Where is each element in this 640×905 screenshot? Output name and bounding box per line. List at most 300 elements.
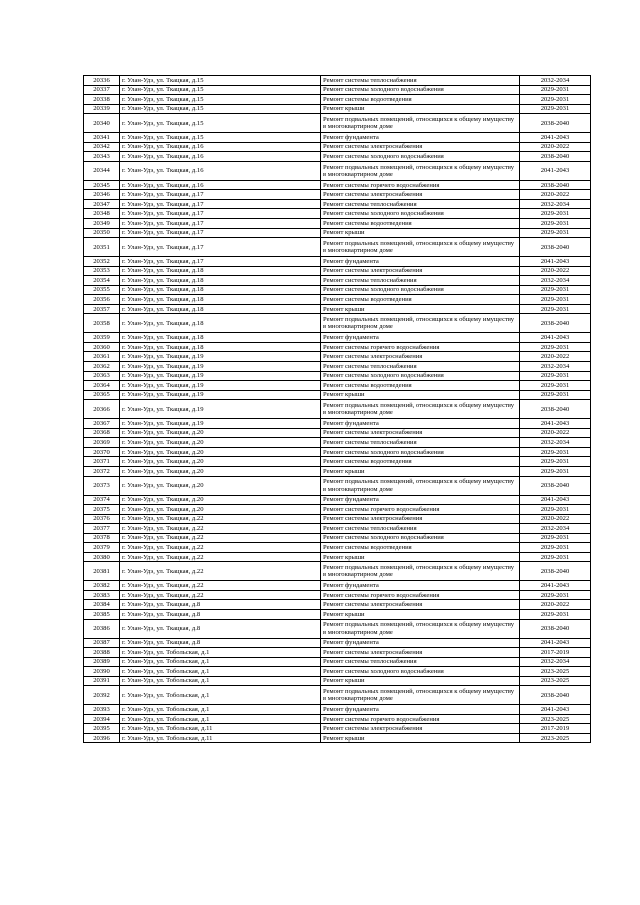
table-row	[84, 600, 591, 610]
address-cell: г. Улан-Удэ, ул. Ткацкая, д.17	[120, 228, 321, 238]
period-cell: 2041-2043	[520, 419, 591, 429]
work-type-cell: Ремонт системы холодного водоснабжения	[321, 285, 520, 295]
period-cell: 2032-2034	[520, 362, 591, 372]
repair-schedule-body	[84, 76, 591, 743]
row-number-cell: 20360	[84, 342, 120, 352]
address-cell: г. Улан-Удэ, ул. Ткацкая, д.8	[120, 638, 321, 648]
work-type-cell: Ремонт системы холодного водоснабжения	[321, 667, 520, 677]
address-cell: г. Улан-Удэ, ул. Тобольская, д.1	[120, 686, 321, 705]
work-type-cell: Ремонт системы электроснабжения	[321, 190, 520, 200]
table-row	[84, 648, 591, 658]
row-number-cell: 20396	[84, 733, 120, 743]
period-cell: 2020-2022	[520, 266, 591, 276]
work-type-cell: Ремонт фундамента	[321, 333, 520, 343]
row-number-cell: 20352	[84, 257, 120, 267]
work-type-cell: Ремонт крыши	[321, 390, 520, 400]
period-cell: 2038-2040	[520, 180, 591, 190]
address-cell: г. Улан-Удэ, ул. Ткацкая, д.17	[120, 257, 321, 267]
table-row	[84, 362, 591, 372]
work-type-cell: Ремонт крыши	[321, 104, 520, 114]
row-number-cell: 20375	[84, 505, 120, 515]
table-row	[84, 352, 591, 362]
row-number-cell: 20388	[84, 648, 120, 658]
row-number-cell: 20391	[84, 676, 120, 686]
row-number-cell: 20337	[84, 85, 120, 95]
period-cell: 2041-2043	[520, 161, 591, 180]
period-cell: 2020-2022	[520, 352, 591, 362]
address-cell: г. Улан-Удэ, ул. Ткацкая, д.22	[120, 514, 321, 524]
row-number-cell: 20362	[84, 362, 120, 372]
period-cell: 2017-2019	[520, 724, 591, 734]
table-row	[84, 133, 591, 143]
address-cell: г. Улан-Удэ, ул. Тобольская, д.1	[120, 705, 321, 715]
period-cell: 2029-2031	[520, 590, 591, 600]
row-number-cell: 20381	[84, 562, 120, 581]
work-type-cell: Ремонт системы горячего водоснабжения	[321, 590, 520, 600]
address-cell: г. Улан-Удэ, ул. Ткацкая, д.8	[120, 609, 321, 619]
period-cell: 2029-2031	[520, 609, 591, 619]
table-row	[84, 209, 591, 219]
period-cell: 2029-2031	[520, 543, 591, 553]
work-type-cell: Ремонт системы теплоснабжения	[321, 524, 520, 534]
table-row	[84, 733, 591, 743]
work-type-cell: Ремонт системы электроснабжения	[321, 600, 520, 610]
row-number-cell: 20374	[84, 495, 120, 505]
table-row	[84, 543, 591, 553]
table-row	[84, 438, 591, 448]
work-type-cell: Ремонт фундамента	[321, 495, 520, 505]
table-row	[84, 228, 591, 238]
row-number-cell: 20351	[84, 238, 120, 257]
address-cell: г. Улан-Удэ, ул. Ткацкая, д.16	[120, 152, 321, 162]
row-number-cell: 20338	[84, 95, 120, 105]
address-cell: г. Улан-Удэ, ул. Ткацкая, д.16	[120, 180, 321, 190]
row-number-cell: 20392	[84, 686, 120, 705]
table-row	[84, 457, 591, 467]
row-number-cell: 20389	[84, 657, 120, 667]
address-cell: г. Улан-Удэ, ул. Ткацкая, д.15	[120, 76, 321, 86]
table-row	[84, 466, 591, 476]
address-cell: г. Улан-Удэ, ул. Ткацкая, д.19	[120, 419, 321, 429]
table-row	[84, 381, 591, 391]
row-number-cell: 20373	[84, 476, 120, 495]
address-cell: г. Улан-Удэ, ул. Ткацкая, д.19	[120, 352, 321, 362]
row-number-cell: 20379	[84, 543, 120, 553]
period-cell: 2041-2043	[520, 495, 591, 505]
address-cell: г. Улан-Удэ, ул. Ткацкая, д.8	[120, 619, 321, 638]
table-row	[84, 219, 591, 229]
period-cell: 2038-2040	[520, 619, 591, 638]
period-cell: 2038-2040	[520, 238, 591, 257]
address-cell: г. Улан-Удэ, ул. Тобольская, д.11	[120, 724, 321, 734]
row-number-cell: 20372	[84, 466, 120, 476]
table-row	[84, 95, 591, 105]
row-number-cell: 20390	[84, 667, 120, 677]
work-type-cell: Ремонт системы горячего водоснабжения	[321, 714, 520, 724]
work-type-cell: Ремонт системы водоотведения	[321, 295, 520, 305]
period-cell: 2032-2034	[520, 524, 591, 534]
work-type-cell: Ремонт системы электроснабжения	[321, 648, 520, 658]
table-row	[84, 400, 591, 419]
table-row	[84, 190, 591, 200]
period-cell: 2029-2031	[520, 552, 591, 562]
table-row	[84, 304, 591, 314]
table-row	[84, 638, 591, 648]
period-cell: 2029-2031	[520, 219, 591, 229]
table-row	[84, 371, 591, 381]
period-cell: 2038-2040	[520, 152, 591, 162]
row-number-cell: 20386	[84, 619, 120, 638]
work-type-cell: Ремонт крыши	[321, 466, 520, 476]
address-cell: г. Улан-Удэ, ул. Ткацкая, д.15	[120, 104, 321, 114]
work-type-cell: Ремонт крыши	[321, 733, 520, 743]
address-cell: г. Улан-Удэ, ул. Ткацкая, д.20	[120, 495, 321, 505]
row-number-cell: 20369	[84, 438, 120, 448]
work-type-cell: Ремонт фундамента	[321, 638, 520, 648]
address-cell: г. Улан-Удэ, ул. Тобольская, д.1	[120, 648, 321, 658]
address-cell: г. Улан-Удэ, ул. Ткацкая, д.20	[120, 457, 321, 467]
address-cell: г. Улан-Удэ, ул. Ткацкая, д.18	[120, 342, 321, 352]
period-cell: 2029-2031	[520, 104, 591, 114]
table-row	[84, 724, 591, 734]
address-cell: г. Улан-Удэ, ул. Ткацкая, д.15	[120, 133, 321, 143]
address-cell: г. Улан-Удэ, ул. Ткацкая, д.22	[120, 533, 321, 543]
table-row	[84, 676, 591, 686]
period-cell: 2029-2031	[520, 304, 591, 314]
address-cell: г. Улан-Удэ, ул. Ткацкая, д.17	[120, 209, 321, 219]
period-cell: 2032-2034	[520, 438, 591, 448]
table-row	[84, 667, 591, 677]
work-type-cell: Ремонт системы водоотведения	[321, 457, 520, 467]
work-type-cell: Ремонт системы водоотведения	[321, 543, 520, 553]
address-cell: г. Улан-Удэ, ул. Ткацкая, д.20	[120, 447, 321, 457]
row-number-cell: 20380	[84, 552, 120, 562]
work-type-cell: Ремонт фундамента	[321, 581, 520, 591]
period-cell: 2029-2031	[520, 466, 591, 476]
address-cell: г. Улан-Удэ, ул. Тобольская, д.1	[120, 657, 321, 667]
work-type-cell: Ремонт крыши	[321, 552, 520, 562]
address-cell: г. Улан-Удэ, ул. Ткацкая, д.20	[120, 438, 321, 448]
period-cell: 2032-2034	[520, 276, 591, 286]
work-type-cell: Ремонт фундамента	[321, 257, 520, 267]
table-row	[84, 161, 591, 180]
address-cell: г. Улан-Удэ, ул. Ткацкая, д.15	[120, 114, 321, 133]
row-number-cell: 20364	[84, 381, 120, 391]
period-cell: 2041-2043	[520, 133, 591, 143]
table-row	[84, 476, 591, 495]
work-type-cell: Ремонт системы холодного водоснабжения	[321, 85, 520, 95]
work-type-cell: Ремонт подвальных помещений, относящихся к общему имуществу в многоквартирном доме	[321, 238, 520, 257]
table-row	[84, 581, 591, 591]
address-cell: г. Улан-Удэ, ул. Ткацкая, д.18	[120, 304, 321, 314]
period-cell: 2029-2031	[520, 342, 591, 352]
work-type-cell: Ремонт системы теплоснабжения	[321, 362, 520, 372]
work-type-cell: Ремонт системы теплоснабжения	[321, 438, 520, 448]
period-cell: 2029-2031	[520, 390, 591, 400]
row-number-cell: 20344	[84, 161, 120, 180]
row-number-cell: 20345	[84, 180, 120, 190]
table-row	[84, 333, 591, 343]
work-type-cell: Ремонт системы теплоснабжения	[321, 199, 520, 209]
period-cell: 2017-2019	[520, 648, 591, 658]
address-cell: г. Улан-Удэ, ул. Ткацкая, д.18	[120, 314, 321, 333]
address-cell: г. Улан-Удэ, ул. Ткацкая, д.19	[120, 371, 321, 381]
address-cell: г. Улан-Удэ, ул. Ткацкая, д.19	[120, 400, 321, 419]
work-type-cell: Ремонт системы электроснабжения	[321, 724, 520, 734]
address-cell: г. Улан-Удэ, ул. Ткацкая, д.22	[120, 552, 321, 562]
address-cell: г. Улан-Удэ, ул. Тобольская, д.1	[120, 667, 321, 677]
row-number-cell: 20378	[84, 533, 120, 543]
period-cell: 2029-2031	[520, 371, 591, 381]
period-cell: 2029-2031	[520, 228, 591, 238]
work-type-cell: Ремонт системы электроснабжения	[321, 352, 520, 362]
work-type-cell: Ремонт системы холодного водоснабжения	[321, 447, 520, 457]
row-number-cell: 20387	[84, 638, 120, 648]
work-type-cell: Ремонт системы теплоснабжения	[321, 276, 520, 286]
row-number-cell: 20350	[84, 228, 120, 238]
row-number-cell: 20355	[84, 285, 120, 295]
address-cell: г. Улан-Удэ, ул. Тобольская, д.11	[120, 733, 321, 743]
row-number-cell: 20356	[84, 295, 120, 305]
table-row	[84, 705, 591, 715]
period-cell: 2023-2025	[520, 676, 591, 686]
work-type-cell: Ремонт системы холодного водоснабжения	[321, 533, 520, 543]
period-cell: 2032-2034	[520, 76, 591, 86]
row-number-cell: 20361	[84, 352, 120, 362]
address-cell: г. Улан-Удэ, ул. Ткацкая, д.15	[120, 95, 321, 105]
row-number-cell: 20339	[84, 104, 120, 114]
row-number-cell: 20366	[84, 400, 120, 419]
table-row	[84, 390, 591, 400]
table-row	[84, 142, 591, 152]
address-cell: г. Улан-Удэ, ул. Ткацкая, д.19	[120, 362, 321, 372]
period-cell: 2032-2034	[520, 199, 591, 209]
row-number-cell: 20394	[84, 714, 120, 724]
work-type-cell: Ремонт крыши	[321, 228, 520, 238]
work-type-cell: Ремонт системы холодного водоснабжения	[321, 371, 520, 381]
table-row	[84, 609, 591, 619]
table-row	[84, 285, 591, 295]
table-row	[84, 428, 591, 438]
table-row	[84, 505, 591, 515]
row-number-cell: 20376	[84, 514, 120, 524]
row-number-cell: 20382	[84, 581, 120, 591]
period-cell: 2041-2043	[520, 333, 591, 343]
address-cell: г. Улан-Удэ, ул. Ткацкая, д.17	[120, 219, 321, 229]
work-type-cell: Ремонт системы теплоснабжения	[321, 657, 520, 667]
work-type-cell: Ремонт крыши	[321, 304, 520, 314]
period-cell: 2041-2043	[520, 638, 591, 648]
work-type-cell: Ремонт системы горячего водоснабжения	[321, 505, 520, 515]
row-number-cell: 20336	[84, 76, 120, 86]
period-cell: 2038-2040	[520, 314, 591, 333]
row-number-cell: 20371	[84, 457, 120, 467]
table-row	[84, 152, 591, 162]
period-cell: 2029-2031	[520, 533, 591, 543]
period-cell: 2023-2025	[520, 714, 591, 724]
address-cell: г. Улан-Удэ, ул. Ткацкая, д.18	[120, 333, 321, 343]
row-number-cell: 20367	[84, 419, 120, 429]
address-cell: г. Улан-Удэ, ул. Ткацкая, д.22	[120, 590, 321, 600]
table-row	[84, 238, 591, 257]
table-row	[84, 447, 591, 457]
table-row	[84, 266, 591, 276]
row-number-cell: 20357	[84, 304, 120, 314]
table-row	[84, 714, 591, 724]
period-cell: 2023-2025	[520, 667, 591, 677]
work-type-cell: Ремонт системы электроснабжения	[321, 266, 520, 276]
period-cell: 2029-2031	[520, 285, 591, 295]
work-type-cell: Ремонт фундамента	[321, 419, 520, 429]
period-cell: 2029-2031	[520, 95, 591, 105]
period-cell: 2041-2043	[520, 581, 591, 591]
work-type-cell: Ремонт фундамента	[321, 133, 520, 143]
table-row	[84, 419, 591, 429]
address-cell: г. Улан-Удэ, ул. Ткацкая, д.20	[120, 428, 321, 438]
period-cell: 2029-2031	[520, 457, 591, 467]
work-type-cell: Ремонт системы водоотведения	[321, 219, 520, 229]
period-cell: 2020-2022	[520, 600, 591, 610]
address-cell: г. Улан-Удэ, ул. Ткацкая, д.16	[120, 161, 321, 180]
row-number-cell: 20346	[84, 190, 120, 200]
address-cell: г. Улан-Удэ, ул. Ткацкая, д.15	[120, 85, 321, 95]
row-number-cell: 20354	[84, 276, 120, 286]
row-number-cell: 20343	[84, 152, 120, 162]
table-row	[84, 514, 591, 524]
table-row	[84, 552, 591, 562]
work-type-cell: Ремонт крыши	[321, 676, 520, 686]
address-cell: г. Улан-Удэ, ул. Ткацкая, д.18	[120, 266, 321, 276]
work-type-cell: Ремонт подвальных помещений, относящихся к общему имуществу в многоквартирном доме	[321, 562, 520, 581]
address-cell: г. Улан-Удэ, ул. Ткацкая, д.20	[120, 476, 321, 495]
table-row	[84, 562, 591, 581]
period-cell: 2038-2040	[520, 114, 591, 133]
address-cell: г. Улан-Удэ, ул. Ткацкая, д.16	[120, 142, 321, 152]
period-cell: 2029-2031	[520, 505, 591, 515]
row-number-cell: 20341	[84, 133, 120, 143]
row-number-cell: 20347	[84, 199, 120, 209]
row-number-cell: 20349	[84, 219, 120, 229]
period-cell: 2038-2040	[520, 400, 591, 419]
repair-schedule-table	[83, 75, 591, 743]
row-number-cell: 20383	[84, 590, 120, 600]
address-cell: г. Улан-Удэ, ул. Тобольская, д.1	[120, 714, 321, 724]
row-number-cell: 20370	[84, 447, 120, 457]
address-cell: г. Улан-Удэ, ул. Ткацкая, д.22	[120, 543, 321, 553]
address-cell: г. Улан-Удэ, ул. Ткацкая, д.20	[120, 466, 321, 476]
row-number-cell: 20377	[84, 524, 120, 534]
work-type-cell: Ремонт подвальных помещений, относящихся к общему имуществу в многоквартирном доме	[321, 314, 520, 333]
table-row	[84, 619, 591, 638]
table-row	[84, 199, 591, 209]
work-type-cell: Ремонт фундамента	[321, 705, 520, 715]
period-cell: 2023-2025	[520, 733, 591, 743]
address-cell: г. Улан-Удэ, ул. Ткацкая, д.19	[120, 390, 321, 400]
table-row	[84, 495, 591, 505]
work-type-cell: Ремонт системы горячего водоснабжения	[321, 180, 520, 190]
address-cell: г. Улан-Удэ, ул. Ткацкая, д.17	[120, 190, 321, 200]
table-row	[84, 257, 591, 267]
row-number-cell: 20395	[84, 724, 120, 734]
period-cell: 2029-2031	[520, 85, 591, 95]
work-type-cell: Ремонт системы электроснабжения	[321, 514, 520, 524]
period-cell: 2032-2034	[520, 657, 591, 667]
table-row	[84, 85, 591, 95]
period-cell: 2020-2022	[520, 142, 591, 152]
row-number-cell: 20358	[84, 314, 120, 333]
table-row	[84, 342, 591, 352]
row-number-cell: 20368	[84, 428, 120, 438]
period-cell: 2020-2022	[520, 428, 591, 438]
address-cell: г. Улан-Удэ, ул. Ткацкая, д.8	[120, 600, 321, 610]
address-cell: г. Улан-Удэ, ул. Ткацкая, д.17	[120, 199, 321, 209]
work-type-cell: Ремонт системы электроснабжения	[321, 142, 520, 152]
table-row	[84, 104, 591, 114]
period-cell: 2029-2031	[520, 295, 591, 305]
address-cell: г. Улан-Удэ, ул. Ткацкая, д.20	[120, 505, 321, 515]
work-type-cell: Ремонт системы водоотведения	[321, 95, 520, 105]
work-type-cell: Ремонт системы электроснабжения	[321, 428, 520, 438]
period-cell: 2038-2040	[520, 562, 591, 581]
work-type-cell: Ремонт системы горячего водоснабжения	[321, 342, 520, 352]
work-type-cell: Ремонт системы теплоснабжения	[321, 76, 520, 86]
period-cell: 2029-2031	[520, 381, 591, 391]
period-cell: 2038-2040	[520, 686, 591, 705]
period-cell: 2041-2043	[520, 257, 591, 267]
work-type-cell: Ремонт подвальных помещений, относящихся к общему имуществу в многоквартирном доме	[321, 686, 520, 705]
address-cell: г. Улан-Удэ, ул. Ткацкая, д.17	[120, 238, 321, 257]
row-number-cell: 20384	[84, 600, 120, 610]
period-cell: 2029-2031	[520, 209, 591, 219]
work-type-cell: Ремонт подвальных помещений, относящихся к общему имуществу в многоквартирном доме	[321, 476, 520, 495]
row-number-cell: 20385	[84, 609, 120, 619]
table-row	[84, 295, 591, 305]
period-cell: 2041-2043	[520, 705, 591, 715]
row-number-cell: 20359	[84, 333, 120, 343]
address-cell: г. Улан-Удэ, ул. Ткацкая, д.19	[120, 381, 321, 391]
work-type-cell: Ремонт системы водоотведения	[321, 381, 520, 391]
table-row	[84, 524, 591, 534]
table-row	[84, 76, 591, 86]
address-cell: г. Улан-Удэ, ул. Ткацкая, д.22	[120, 581, 321, 591]
work-type-cell: Ремонт подвальных помещений, относящихся к общему имуществу в многоквартирном доме	[321, 400, 520, 419]
table-row	[84, 533, 591, 543]
address-cell: г. Улан-Удэ, ул. Ткацкая, д.18	[120, 285, 321, 295]
row-number-cell: 20353	[84, 266, 120, 276]
period-cell: 2020-2022	[520, 190, 591, 200]
work-type-cell: Ремонт системы холодного водоснабжения	[321, 152, 520, 162]
row-number-cell: 20365	[84, 390, 120, 400]
work-type-cell: Ремонт крыши	[321, 609, 520, 619]
row-number-cell: 20393	[84, 705, 120, 715]
address-cell: г. Улан-Удэ, ул. Ткацкая, д.22	[120, 524, 321, 534]
row-number-cell: 20363	[84, 371, 120, 381]
work-type-cell: Ремонт подвальных помещений, относящихся к общему имуществу в многоквартирном доме	[321, 161, 520, 180]
row-number-cell: 20342	[84, 142, 120, 152]
table-row	[84, 314, 591, 333]
work-type-cell: Ремонт системы холодного водоснабжения	[321, 209, 520, 219]
table-row	[84, 686, 591, 705]
table-row	[84, 180, 591, 190]
period-cell: 2029-2031	[520, 447, 591, 457]
table-row	[84, 276, 591, 286]
table-row	[84, 590, 591, 600]
address-cell: г. Улан-Удэ, ул. Ткацкая, д.22	[120, 562, 321, 581]
row-number-cell: 20348	[84, 209, 120, 219]
address-cell: г. Улан-Удэ, ул. Ткацкая, д.18	[120, 276, 321, 286]
address-cell: г. Улан-Удэ, ул. Тобольская, д.1	[120, 676, 321, 686]
work-type-cell: Ремонт подвальных помещений, относящихся к общему имуществу в многоквартирном доме	[321, 114, 520, 133]
